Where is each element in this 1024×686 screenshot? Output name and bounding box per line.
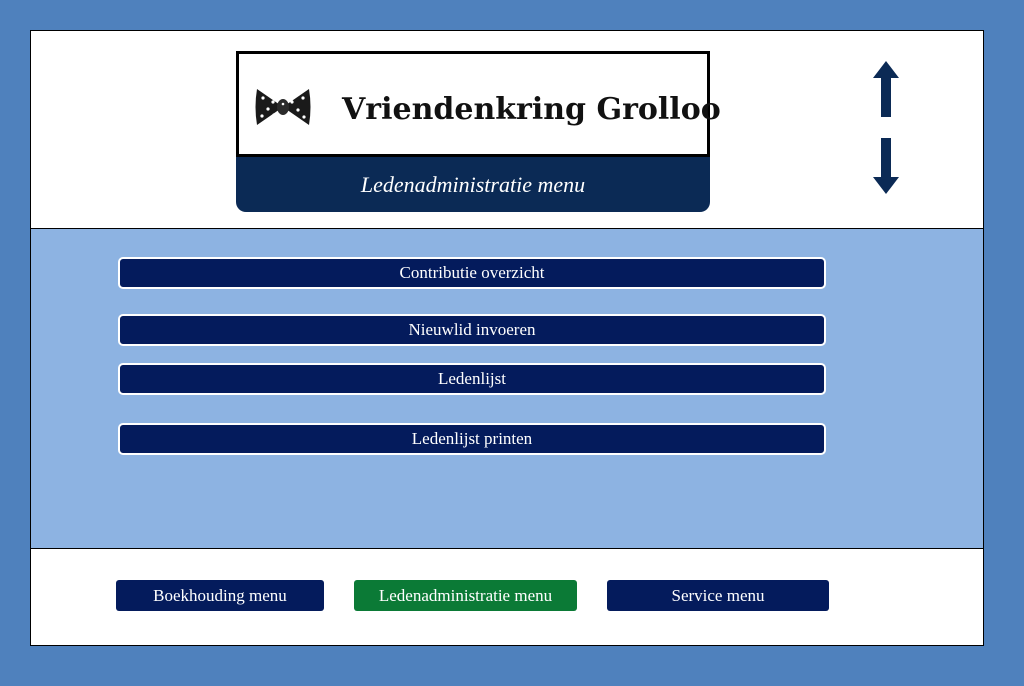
form-footer [31,549,983,645]
service-menu-button[interactable]: Service menu [607,580,829,611]
menu-subtitle: Ledenadministratie menu [236,157,710,212]
bowtie-icon [254,85,312,134]
app-title: Vriendenkring Grolloo [342,92,721,127]
contributie-overzicht-button[interactable]: Contributie overzicht [118,257,826,289]
boekhouding-menu-button[interactable]: Boekhouding menu [116,580,324,611]
form-detail [31,229,983,549]
ledenlijst-printen-button[interactable]: Ledenlijst printen [118,423,826,455]
ledenlijst-button[interactable]: Ledenlijst [118,363,826,395]
arrow-down-icon[interactable] [872,138,900,199]
title-card [236,51,721,212]
title-box [236,51,721,157]
ledenadministratie-menu-button[interactable]: Ledenadministratie menu [354,580,577,611]
nieuwlid-invoeren-button[interactable]: Nieuwlid invoeren [118,314,826,346]
form-header [31,31,983,229]
arrow-up-icon[interactable] [872,61,900,122]
menu-form [30,30,984,646]
